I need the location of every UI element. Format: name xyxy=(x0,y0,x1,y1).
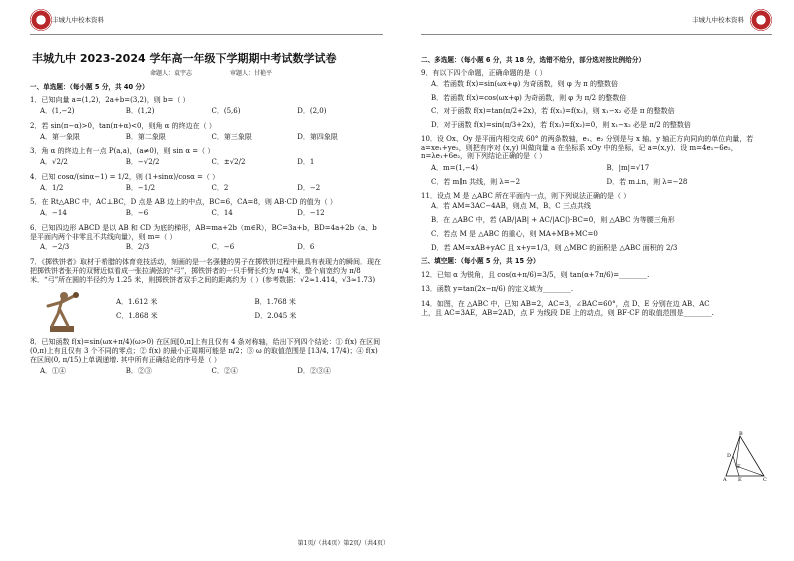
option-c: C．对于函数 f(x)=tan(π/2+2x)，若 f(x₁)=f(x₂)，则 x₁−x₂ 必是 π 的整数倍 xyxy=(431,107,675,116)
option-c: C．第三象限 xyxy=(211,132,252,141)
option-a: A．√2/2 xyxy=(40,158,68,167)
question-12: 12．已知 α 为锐角，且 cos(α+π/6)=3/5，则 tan(α+7π/6)=________. xyxy=(421,270,650,279)
svg-text:C: C xyxy=(763,477,767,482)
option-d: D．2.045 米 xyxy=(254,311,297,320)
svg-text:B: B xyxy=(739,431,743,437)
option-a: A．1/2 xyxy=(40,183,64,192)
section-3-heading: 三、填空题：（每小题 5 分，共 15 分） xyxy=(421,257,540,266)
question-4-options xyxy=(40,184,383,193)
option-a: A．−2/3 xyxy=(40,243,70,252)
svg-text:D: D xyxy=(727,453,732,459)
author: 命题人：袁宇志 xyxy=(150,69,193,77)
option-a: A．(1,−2) xyxy=(40,107,75,116)
school-logo-icon xyxy=(30,9,52,31)
option-c: C．若点 M 是 △ABC 的重心，则 MA+MB+MC=0 xyxy=(431,229,598,238)
option-b: B．−6 xyxy=(125,209,149,218)
question-11-options xyxy=(421,202,772,252)
option-d: D．6 xyxy=(297,243,315,252)
question-8: 8．已知函数 f(x)=sin(ωx+π/4)(ω>0) 在区间[0,π]上有且仅有 4 条对称轴，给出下列四个结论：① f(x) 在区间(0,π)上有且仅有 3 个不同的零点；② f(x) 的最小正周期可能是 π/2；③ ω 的取值范围是 [13/4, 17/4)；④ f(x) 在区间(0, π/15)上单调递增. 其中所有正确结论的序号是（ ） xyxy=(30,338,381,364)
question-7: 7．《掷铁饼者》取材于希腊的体育竞技活动，刻画的是一名强健的男子在掷铁饼过程中最具有表现力的瞬间．现在把掷铁饼者张开的双臂近似看成一张拉满弦的“弓”，掷铁饼者的一只手臂长约为 π/4 米，整个肩宽约为 π/8 米．“弓”所在圆的半径约为 1.25 米，则掷铁饼者双手之间的距离约为（ ）(参考数据：√2≈1.414，√3≈1.73) xyxy=(30,258,381,284)
exam-title: 丰城九中 2023-2024 学年高一年级下学期期中考试数学试卷 xyxy=(32,52,337,65)
school-name: 丰城九中校本资料 xyxy=(692,16,744,24)
question-9-options xyxy=(421,80,772,130)
option-b: B．−√2/2 xyxy=(125,158,160,167)
option-b: B．②③ xyxy=(125,366,152,375)
question-11: 11．设点 M 是 △ABC 所在平面内一点，则下列说法正确的是（ ） xyxy=(421,191,631,200)
option-d: D．若 AM=xAB+yAC 且 x+y=1/3，则 △MBC 的面积是 △ABC 面积的 2/3 xyxy=(431,243,678,252)
option-d: D．1 xyxy=(297,158,315,167)
question-2: 2．若 sin(π−α)>0，tan(π+α)<0，则角 α 的终边在（ ） xyxy=(30,121,216,130)
page-header-right xyxy=(421,8,772,35)
question-6: 6．已知四边形 ABCD 是以 AB 和 CD 为底的梯形，AB=ma+2b（m∈R），BC=3a+b，BD=4a+2b（a、b 是平面内两个非零且不共线向量），则 m=（ ） xyxy=(30,223,377,241)
question-13: 13．函数 y=tan(2x−π/6) 的定义域为________. xyxy=(421,285,574,294)
question-6-options xyxy=(40,243,383,252)
question-5-options xyxy=(40,209,383,218)
option-d: D．②③④ xyxy=(297,366,331,375)
question-1: 1．已知向量 a=(1,2)，2a+b=(3,2)，则 b=（ ） xyxy=(30,96,190,105)
option-c: C．−6 xyxy=(211,243,235,252)
triangle-figure-icon xyxy=(720,430,770,482)
question-7-figure xyxy=(38,286,383,334)
svg-text:E: E xyxy=(738,477,742,482)
page-footer: 第1页/（共4页）第2页/（共4页） xyxy=(297,539,389,547)
option-c: C．2 xyxy=(211,183,229,192)
section-1-heading: 一、单选题：（每小题 5 分，共 40 分） xyxy=(30,83,149,92)
option-c: C．±√2/2 xyxy=(211,158,246,167)
right-content xyxy=(421,52,772,320)
option-d: D．若 m⊥n，则 λ=−28 xyxy=(606,177,688,186)
option-c: C．②④ xyxy=(211,366,238,375)
question-3-options xyxy=(40,158,383,167)
option-b: B．在 △ABC 中，若 (AB/|AB| + AC/|AC|)·BC=0，则 △ABC 为等腰三角形 xyxy=(431,216,675,225)
option-a: A．1.612 米 xyxy=(116,298,158,307)
option-a: A．m=(1,−4) xyxy=(431,164,479,173)
option-a: A．若 AM=3AC−4AB，则点 M、B、C 三点共线 xyxy=(431,202,591,211)
option-d: D．对于函数 f(x)=sin(π/3+2x)，若 f(x₁)=f(x₂)=0，则 x₁−x₂ 必是 π/2 的整数倍 xyxy=(431,121,691,130)
discus-thrower-icon xyxy=(38,286,86,334)
option-d: D．第四象限 xyxy=(297,132,338,141)
question-1-options xyxy=(40,107,383,116)
option-d: D．(2,0) xyxy=(297,107,327,116)
option-c: C．1.868 米 xyxy=(116,311,158,320)
option-c: C．14 xyxy=(211,209,233,218)
option-c: C．若 m∥n 共线，则 λ=−2 xyxy=(431,177,521,186)
option-b: B．2/3 xyxy=(125,243,150,252)
question-2-options xyxy=(40,133,383,142)
option-a: A．第一象限 xyxy=(40,132,81,141)
option-b: B．第二象限 xyxy=(125,132,166,141)
option-d: D．−2 xyxy=(297,183,321,192)
question-7-options xyxy=(116,298,383,321)
question-9: 9．有以下四个命题，正确命题的是（ ） xyxy=(421,69,547,78)
option-b: B．(1,2) xyxy=(125,107,155,116)
question-14: 14．如图，在 △ABC 中，已知 AB=2，AC=3，∠BAC=60°，点 D、E 分别在边 AB、AC 上，且 AC=3AE，AB=2AD，点 F 为线段 DE 上的动点，则 BF·CF 的取值范围是________. xyxy=(421,300,714,317)
reviewer: 审题人：甘艳平 xyxy=(229,69,272,77)
question-5: 5．在 Rt△ABC 中，AC⊥BC，D 点是 AB 边上的中点，BC=6，CA=8，则 AB·CD 的值为（ ） xyxy=(30,198,337,207)
question-4: 4．已知 cosα/(sinα−1) = 1/2，则 (1+sinα)/cosα =（ ） xyxy=(30,172,220,181)
option-c: C．(5,6) xyxy=(211,107,241,116)
question-3: 3．角 α 的终边上有一点 P(a,a)，(a≠0)，则 sin α =（ ） xyxy=(30,147,215,156)
question-8-options xyxy=(40,367,383,376)
option-b: B．|m|=√17 xyxy=(606,164,650,173)
question-10: 10．设 Ox、Oy 是平面内相交成 60° 的两条数轴，e₁、e₂ 分别是与 x 轴、y 轴正方向同向的单位向量，若 a=xe₁+ye₂，则把有序对 (x,y) 叫做向量 a 在坐标系 xOy 中的坐标，记 a=(x,y)．设 m=4e₁−6e₂，n=λe₁+6e₂，则下列结论正确的是（ ） xyxy=(421,134,754,161)
option-a: A．−14 xyxy=(40,209,67,218)
right-page xyxy=(397,0,794,561)
option-a: A．①④ xyxy=(40,366,67,375)
authors xyxy=(150,70,383,78)
option-d: D．−12 xyxy=(297,209,325,218)
school-logo-icon xyxy=(750,9,772,31)
question-10-options xyxy=(431,164,772,187)
section-2-heading: 二、多选题：（每小题 6 分，共 18 分，选错不给分，部分选对按比例给分） xyxy=(421,56,646,64)
svg-text:A: A xyxy=(723,477,727,482)
option-b: B．若函数 f(x)=cos(ωx+φ) 为奇函数，则 φ 为 π/2 的整数倍 xyxy=(431,93,627,102)
svg-text:F: F xyxy=(737,464,741,470)
option-b: B．−1/2 xyxy=(125,183,156,192)
page-header-left xyxy=(30,8,383,35)
school-name: 丰城九中校本资料 xyxy=(52,16,104,24)
option-b: B．1.768 米 xyxy=(254,298,296,307)
option-a: A．若函数 f(x)=sin(ωx+φ) 为奇函数，则 φ 为 π 的整数倍 xyxy=(431,79,618,88)
left-content xyxy=(30,40,383,381)
